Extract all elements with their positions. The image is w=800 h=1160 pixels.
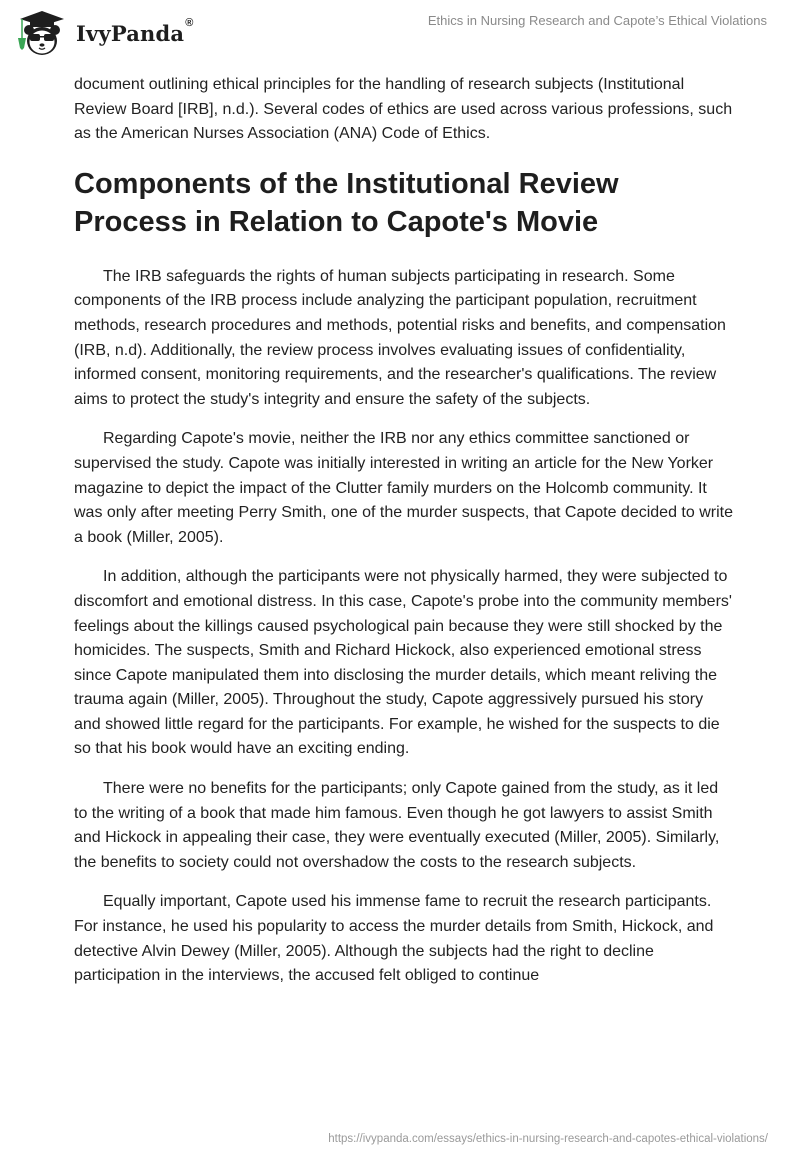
ivypanda-logo[interactable] xyxy=(16,8,194,56)
continuation-paragraph: document outlining ethical principles for the handling of research subjects (Institutional Review Board [IRB], n.d.). Several codes of ethics are used across various professions, such as the American Nurses Association (ANA) Code of Ethics. xyxy=(74,76,733,143)
panda-graduate-icon xyxy=(16,8,68,56)
paragraph-irb-components: The IRB safeguards the rights of human subjects participating in research. Some components of the IRB process include analyzing the participant population, recruitment methods, research procedures and methods, potential risks and benefits, and compensation (IRB, n.d). Additionally, the review process involves evaluating issues of confidentiality, informed consent, monitoring requirements, and the researcher's qualifications. The review aims to protect the study's integrity and ensure the safety of the subjects. xyxy=(74,267,726,408)
page-header xyxy=(0,0,800,60)
logo-wordmark xyxy=(76,16,194,46)
article-body xyxy=(74,73,734,1004)
section-heading: Components of the Institutional Review Process in Relation to Capote's Movie xyxy=(74,167,619,238)
footer-url-link[interactable]: https://ivypanda.com/essays/ethics-in-nursing-research-and-capotes-ethical-violations/ xyxy=(328,1133,768,1145)
paragraph-recruitment: Equally important, Capote used his immense fame to recruit the research participants. For instance, he used his popularity to access the murder details from Smith, Hickock, and detective Alvin Dewey (Miller, 2005). Although the subjects had the right to decline participation in the interviews, the accused felt obliged to continue xyxy=(74,893,714,985)
paragraph-benefits: There were no benefits for the participants; only Capote gained from the study, as it led to the writing of a book that made him famous. Even though he got lawyers to assist Smith and Hickock in appealing their case, they were eventually executed (Miller, 2005). Similarly, the benefits to society could not overshadow the costs to the research subjects. xyxy=(74,780,720,871)
document-title: Ethics in Nursing Research and Capote’s Ethical Violations xyxy=(427,13,767,28)
registered-mark: ® xyxy=(185,16,194,29)
paragraph-emotional-distress: In addition, although the participants were not physically harmed, they were subjected to discomfort and emotional distress. In this case, Capote's probe into the community members' feelings about the killings caused psychological pain because they were still shocked by the homicides. The suspects, Smith and Richard Hickock, also experienced emotional stress since Capote manipulated them into disclosing the murder details, which meant reliving the trauma again (Miller, 2005). Throughout the study, Capote aggressively pursued his story and showed little regard for the participants. For example, he wished for the suspects to die so that his book would have an exciting ending. xyxy=(74,568,732,758)
logo-text: IvyPanda xyxy=(76,20,185,46)
paragraph-capote-movie: Regarding Capote's movie, neither the IRB nor any ethics committee sanctioned or supervised the study. Capote was initially interested in writing an article for the New Yorker magazine to depict the impact of the Clutter family murders on the Holcomb community. It was only after meeting Perry Smith, one of the murder suspects, that Capote decided to write a book (Miller, 2005). xyxy=(74,430,733,546)
